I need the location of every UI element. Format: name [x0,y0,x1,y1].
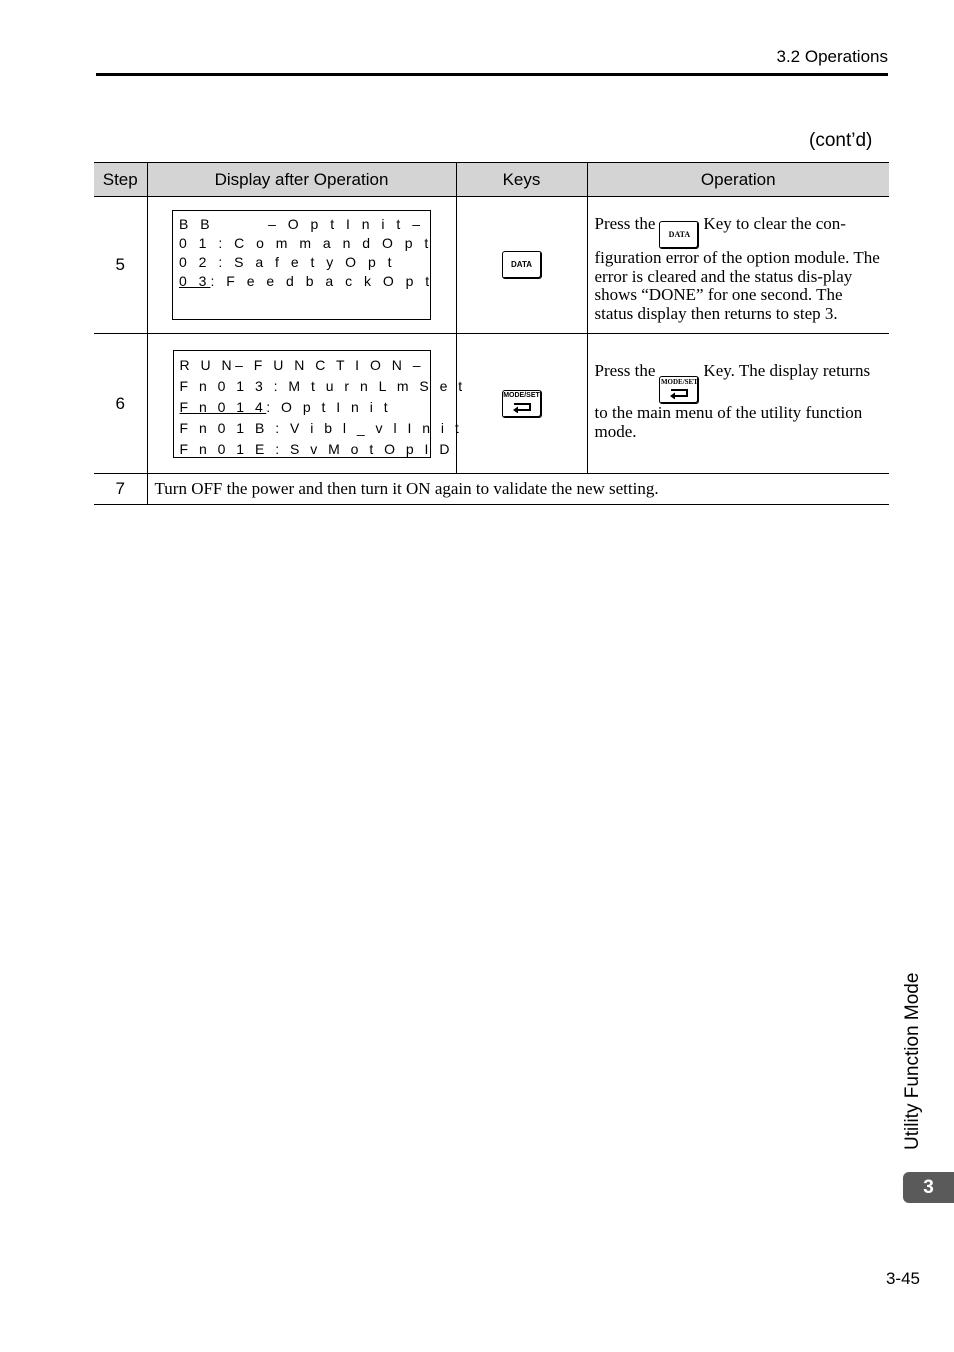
data-key-icon: DATA [502,251,542,279]
operation-text: Press theDATAKey to clear the con-figuration error of the option module. The error is cleared and the status dis-play shows “DONE” for one second. The status display then returns to step 3. [587,197,889,334]
column-header-operation: Operation [587,163,889,197]
lcd-line [180,355,424,376]
keys-cell [456,197,587,334]
lcd-text: F n 0 1 B : V i b l _ v l I n i t [179,419,463,436]
side-section-label: Utility Function Mode [902,972,923,1150]
return-arrow-icon [511,401,533,413]
keys-cell [456,334,587,474]
lcd-cursor-text: 0 3 [179,273,211,289]
operations-table [94,162,889,505]
step-number: 7 [94,474,147,505]
column-header-keys: Keys [456,163,587,197]
step-number: 6 [94,334,147,474]
lcd-text: 0 1 : C o m m a n d O p t [179,235,433,251]
continued-label: (cont’d) [809,130,873,151]
display-cell [147,334,466,474]
lcd-text: F n 0 1 E : S v M o t O p I D [179,440,453,457]
data-key-icon: DATA [659,221,699,249]
table-row [94,474,889,505]
header-rule [96,73,888,76]
lcd-line [179,272,434,291]
lcd-text: : F e e d b a c k O p t [210,273,434,289]
lcd-status: R U N [179,356,236,373]
section-header: 3.2 Operations [776,47,888,66]
lcd-line [179,418,463,439]
mode-set-key-icon: MODE/SET [659,376,699,404]
lcd-line [179,234,433,253]
display-cell [147,197,456,334]
column-header-step: Step [94,163,147,197]
lcd-line [179,376,466,397]
mode-set-key-icon: MODE/SET [502,390,542,418]
lcd-text: 0 2 : S a f e t y O p t [179,254,396,270]
table-row [94,334,889,474]
lcd-cursor-text: F n 0 1 4 [179,398,267,415]
step-instruction: Turn OFF the power and then turn it ON again to validate the new setting. [147,474,889,505]
table-header-row [94,163,889,197]
lcd-text: : O p t I n i t [266,398,392,415]
page-number: 3-45 [885,1269,920,1288]
lcd-status: B B [179,216,214,232]
lcd-text: F n 0 1 3 : M t u r n L m S e t [179,377,466,394]
lcd-line [179,215,424,234]
lcd-title: – O p t I n i t – [268,216,424,232]
lcd-line [179,253,424,272]
lcd-line [179,439,453,460]
lcd-line [180,397,424,418]
operation-text: Press theMODE/SET Key. The display returns to the main menu of the utility function mode. [587,334,889,474]
column-header-display: Display after Operation [147,163,456,197]
lcd-display [172,210,434,320]
lcd-display [173,350,466,458]
lcd-title: – F U N C T I O N – [235,356,425,373]
table-row [94,197,889,334]
step-number: 5 [94,197,147,334]
chapter-tab: 3 [903,1172,954,1203]
